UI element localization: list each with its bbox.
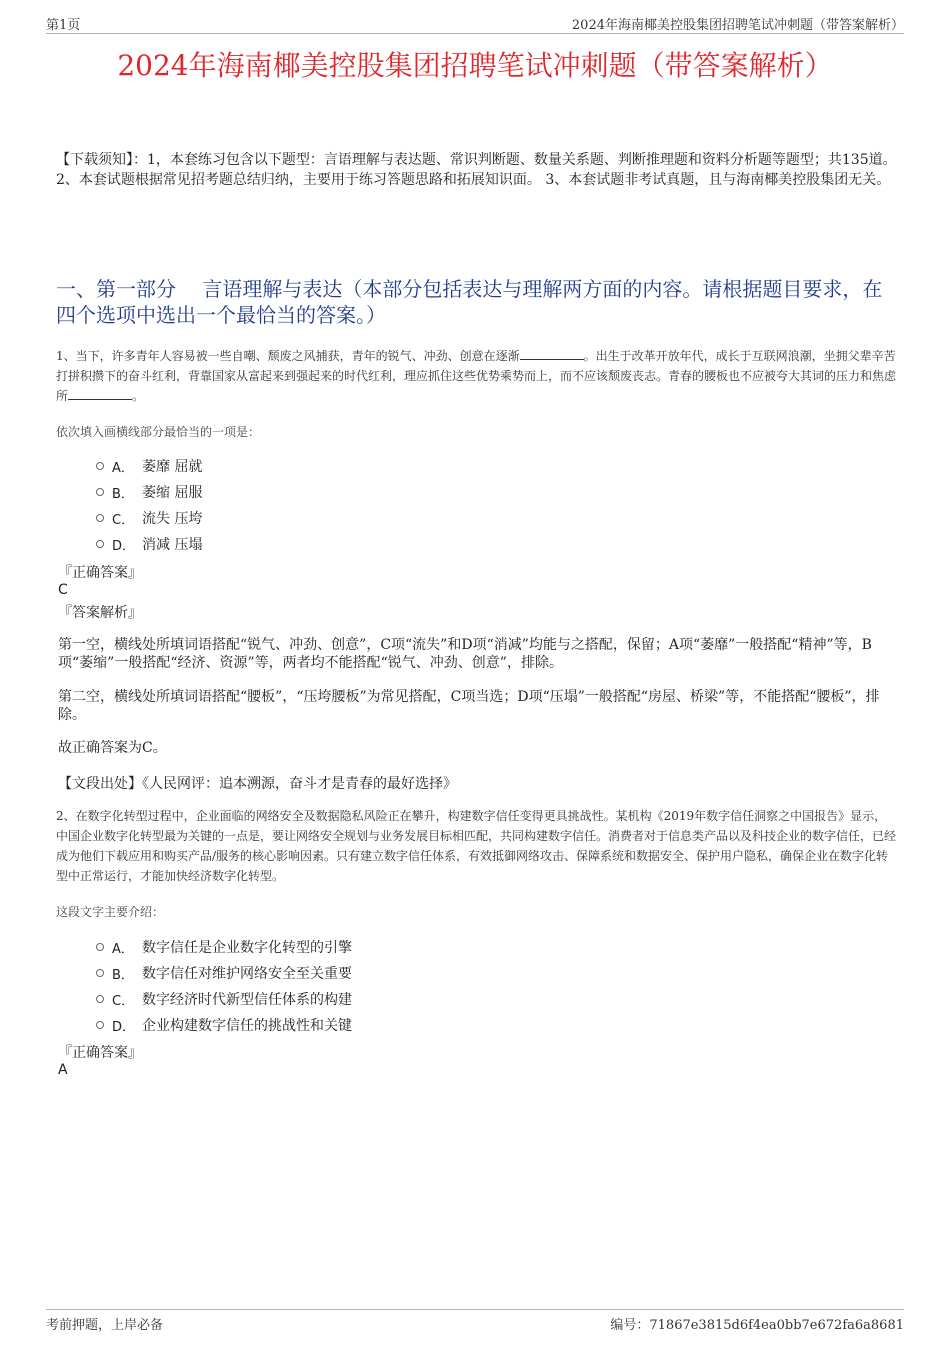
section-heading: 一、第一部分 言语理解与表达（本部分包括表达与理解两方面的内容。请根据题目要求，在四个选项中选出一个最恰当的答案。） [56,277,883,327]
radio-icon[interactable] [96,995,104,1003]
question-2-text: 2、在数字化转型过程中，企业面临的网络安全及数据隐私风险正在攀升，构建数字信任变得更具挑战性。某机构《2019年数字信任洞察之中国报告》显示，中国企业数字化转型最为关键的一点是，要让网络安全规划与业务发展目标相匹配，共同构建数字信任。消费者对于信息类产品以及科技企业的数字信任，已经成为他们下载应用和购买产品/服务的核心影响因素。只有建立数字信任体系，有效抵御网络攻击、保障系统和数据安全、保护用户隐私，确保企业在数字化转型中正常运行，才能加快经济数字化转型。 [56,809,897,883]
option-text: 数字经济时代新型信任体系的构建 [142,992,352,1008]
question-1-blank-1 [520,347,584,360]
option-letter: B． [112,486,134,502]
option-text: 数字信任对维护网络安全至关重要 [142,966,352,982]
question-1-option-a[interactable] [96,453,202,479]
option-text: 萎缩 屈服 [142,485,203,501]
question-1-explain-3: 故正确答案为C。 [58,740,167,756]
footer-divider [46,1309,904,1310]
question-1-explain-2: 第二空，横线处所填词语搭配“腰板”，“压垮腰板”为常见搭配，C项当选；D项“压塌”一般搭配“房屋、桥梁”等，不能搭配“腰板”，排除。 [58,689,880,723]
option-letter: A． [112,941,134,957]
option-text: 消减 压塌 [142,537,203,553]
question-1-option-c[interactable] [96,505,202,531]
option-letter: A． [112,460,134,476]
question-1-option-b[interactable] [96,479,202,505]
header-page-number: 第1页 [46,18,81,33]
radio-icon[interactable] [96,514,104,522]
question-2-prompt: 这段文字主要介绍： [56,905,165,919]
option-text: 萎靡 屈就 [142,459,203,475]
header-doc-title: 2024年海南椰美控股集团招聘笔试冲刺题（带答案解析） [571,18,904,33]
question-2-option-b[interactable] [96,960,352,986]
radio-icon[interactable] [96,1021,104,1029]
question-1-blank-2 [68,387,132,400]
question-2-answer-label: 『正确答案』 [58,1045,142,1061]
question-1-prompt: 依次填入画横线部分最恰当的一项是： [56,425,261,439]
question-2-option-a[interactable] [96,934,352,960]
option-text: 数字信任是企业数字化转型的引擎 [142,940,352,956]
question-1-option-d[interactable] [96,531,202,557]
radio-icon[interactable] [96,540,104,548]
question-2-option-c[interactable] [96,986,352,1012]
header-divider [46,33,904,34]
radio-icon[interactable] [96,488,104,496]
question-1-text-b: 。出生于改革开放年代，成长于互联网浪潮，坐拥父辈辛苦打拼积攒下的奋斗红利，背靠国家从富起来到强起来的时代红利，理应抓住这些优势乘势而上，而不应该颓废丧志。青春的腰板也不应被夸大其词的压力和焦虑所 [56,349,897,403]
question-1-explain-1: 第一空，横线处所填词语搭配“锐气、冲劲、创意”，C项“流失”和D项“消减”均能与之搭配，保留；A项“萎靡”一般搭配“精神”等，B项“萎缩”一般搭配“经济、资源”等，两者均不能搭配“锐气、冲劲、创意”，排除。 [58,637,872,671]
question-2-answer: A [58,1062,68,1078]
question-1-answer-label: 『正确答案』 [58,565,142,581]
radio-icon[interactable] [96,969,104,977]
question-1-answer: C [58,582,68,598]
question-1-options [96,453,202,557]
question-2-options [96,934,352,1038]
question-1-text-c: 。 [132,389,145,403]
footer-slogan: 考前押题，上岸必备 [46,1318,164,1333]
option-letter: D． [112,538,136,554]
option-letter: C． [112,993,135,1009]
question-1-explain-label: 『答案解析』 [58,605,142,621]
option-letter: B． [112,967,134,983]
question-1-text-a: 1、当下，许多青年人容易被一些自嘲、颓废之风捕获，青年的锐气、冲劲、创意在逐渐 [56,349,520,363]
option-letter: C． [112,512,135,528]
question-1-text [56,346,898,406]
question-1-source: 【文段出处】《人民网评：追本溯源，奋斗才是青春的最好选择》 [58,776,457,792]
question-2-option-d[interactable] [96,1012,352,1038]
option-text: 流失 压垮 [142,511,203,527]
page-title: 2024年海南椰美控股集团招聘笔试冲刺题（带答案解析） [117,49,833,82]
radio-icon[interactable] [96,462,104,470]
download-notice: 【下载须知】：1，本套练习包含以下题型：言语理解与表达题、常识判断题、数量关系题、判断推理题和资料分析题等题型；共135道。 2、本套试题根据常见招考题总结归纳，主要用于练习答题思路和拓展知识面。 3、本套试题非考试真题，且与海南椰美控股集团无关。 [56,152,897,188]
radio-icon[interactable] [96,943,104,951]
option-letter: D． [112,1019,136,1035]
option-text: 企业构建数字信任的挑战性和关键 [142,1018,352,1034]
footer-serial: 编号：71867e3815d6f4ea0bb7e672fa6a8681 [610,1318,904,1333]
